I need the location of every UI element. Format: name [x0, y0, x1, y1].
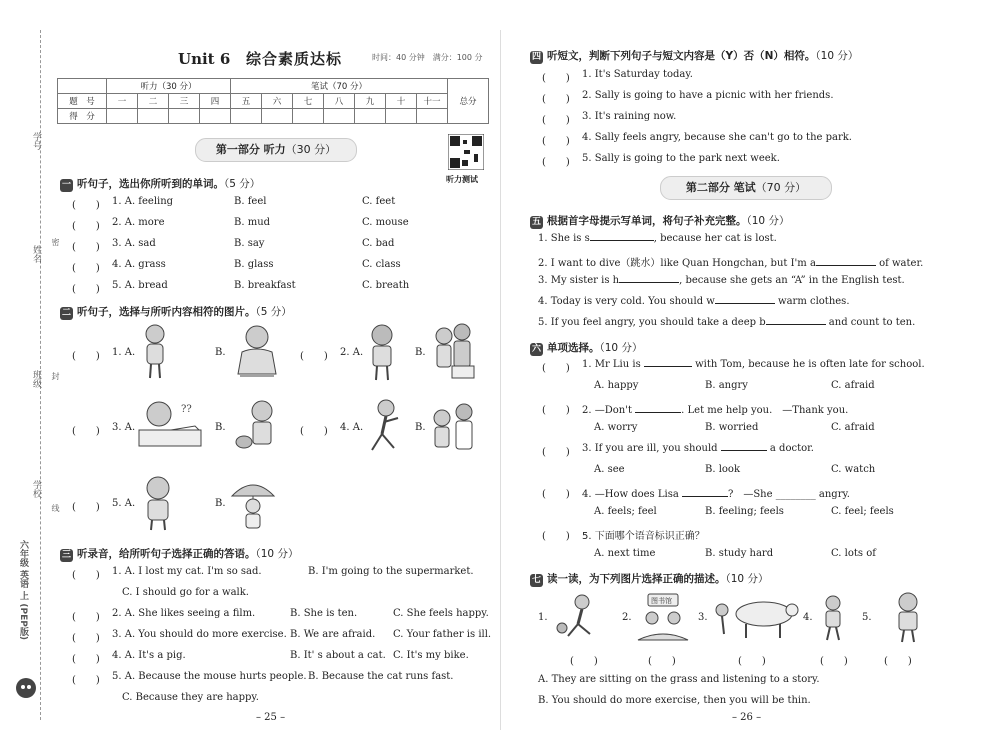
- question-start: 2. —Don't: [582, 405, 636, 416]
- answer-bracket[interactable]: ( ): [72, 426, 100, 437]
- question: [582, 401, 848, 416]
- option-a: 4. A. It's a pig.: [112, 650, 186, 661]
- score-col: 八: [324, 94, 355, 109]
- pic-option-b: B.: [215, 422, 226, 433]
- girl-picture[interactable]: [138, 322, 172, 380]
- section-4-header: [530, 48, 858, 64]
- option-a: 3. A. You should do more exercise.: [112, 629, 287, 640]
- sentence-start: 1. She is s: [538, 233, 590, 244]
- option-a: A. worry: [594, 422, 638, 433]
- score-cell[interactable]: [200, 109, 231, 124]
- crying-girl-picture[interactable]: [232, 322, 282, 382]
- section-score: （10 分）: [815, 50, 859, 62]
- family-picture[interactable]: [428, 322, 478, 382]
- score-col: 五: [231, 94, 262, 109]
- gutter-book-label: 六年级 英语 上 (PEP版): [18, 540, 28, 640]
- right-page: [500, 0, 1000, 754]
- answer-bracket[interactable]: ( ): [738, 656, 766, 667]
- question-start: 1. Mr Liu is: [582, 359, 644, 370]
- score-col: 九: [355, 94, 386, 109]
- sentence-end: of water.: [875, 258, 924, 269]
- statement: 4. Sally feels angry, because she can't go to the park.: [582, 132, 852, 143]
- answer-bracket[interactable]: ( ): [648, 656, 676, 667]
- option-c: C. watch: [831, 464, 876, 475]
- option-b: B. study hard: [705, 548, 774, 559]
- section-1-header: [60, 176, 260, 192]
- section-number: 一: [61, 180, 71, 190]
- statement: 1. It's Saturday today.: [582, 69, 693, 80]
- option-b: B. breakfast: [234, 280, 296, 291]
- section-number: 二: [61, 308, 71, 318]
- pic-option-a: 1. A.: [112, 347, 136, 358]
- section-2-header: [60, 304, 292, 320]
- part1-score: （30 分）: [285, 143, 337, 156]
- picture-number: 2.: [622, 612, 632, 623]
- gutter-label-id: 学号: [31, 132, 41, 150]
- girl-with-cat-picture[interactable]: [234, 398, 282, 456]
- fill-sentence: [538, 296, 850, 307]
- question: [582, 359, 925, 370]
- option-a: 5. A. Because the mouse hurts people.: [112, 671, 307, 682]
- option-b: B. angry: [705, 380, 748, 391]
- svg-text:??: ??: [181, 404, 192, 415]
- statement: 5. Sally is going to the park next week.: [582, 153, 780, 164]
- answer-bracket[interactable]: ( ): [884, 656, 912, 667]
- score-cell[interactable]: [231, 109, 262, 124]
- answer-bracket[interactable]: ( ): [72, 502, 100, 513]
- library-sign: 图书馆: [651, 597, 672, 605]
- angry-girl-picture[interactable]: [362, 322, 402, 382]
- score-listening-header: 听力（30 分）: [107, 79, 231, 94]
- option-c: C. afraid: [831, 422, 875, 433]
- score-cell[interactable]: [138, 109, 169, 124]
- gutter-label-name: 姓名: [31, 245, 41, 263]
- fill-sentence: [538, 275, 905, 286]
- section-title: 单项选择。: [547, 342, 600, 354]
- answer-bracket[interactable]: ( ): [542, 489, 570, 500]
- qr-label: 听力测试: [446, 175, 478, 184]
- score-col: 十一: [417, 94, 448, 109]
- sentence-end: and count to ten.: [825, 317, 916, 328]
- cow-picture[interactable]: [710, 594, 800, 642]
- score-cell[interactable]: [355, 109, 386, 124]
- pic-option-a: 5. A.: [112, 498, 136, 509]
- score-total-header: 总分: [448, 79, 489, 124]
- part1-banner: [195, 138, 357, 162]
- section-5-header: [530, 213, 789, 229]
- question: [582, 485, 850, 500]
- pic-option-b: B.: [215, 498, 226, 509]
- option-c: C. I should go for a walk.: [122, 587, 249, 598]
- sentence-start: 5. If you feel angry, you should take a deep b: [538, 317, 766, 328]
- statement: 2. Sally is going to have a picnic with her friends.: [582, 90, 834, 101]
- gutter-label-class: 班级: [31, 370, 41, 388]
- answer-blank[interactable]: [766, 324, 826, 325]
- option-c: C. It's my bike.: [393, 650, 469, 661]
- question-start: 3. If you are ill, you should: [582, 443, 721, 454]
- question-end: ? —She ________ angry.: [727, 489, 850, 500]
- score-cell[interactable]: [386, 109, 417, 124]
- picture-number: 4.: [803, 612, 813, 623]
- picture-number: 5.: [862, 612, 872, 623]
- option-a: 2. A. more: [112, 217, 165, 228]
- answer-bracket[interactable]: ( ): [72, 284, 100, 295]
- section-score: （10 分）: [725, 573, 769, 585]
- score-col: 四: [200, 94, 231, 109]
- fill-sentence: [538, 233, 777, 244]
- question-end: with Tom, because he is often late for school.: [691, 359, 925, 370]
- score-row-label: 得 分: [58, 109, 107, 124]
- option-c: C. bad: [362, 238, 395, 249]
- option-a: 3. A. sad: [112, 238, 156, 249]
- picture-number: 1.: [538, 612, 548, 623]
- running-boy-picture[interactable]: [364, 398, 404, 456]
- section-title: 听句子，选择与所听内容相符的图片。: [77, 306, 256, 318]
- answer-bracket[interactable]: ( ): [542, 157, 570, 168]
- unit-number: Unit 6: [178, 50, 231, 68]
- umbrella-girl-picture[interactable]: [228, 474, 278, 534]
- score-col: 三: [169, 94, 200, 109]
- unit-subtitle: 综合素质达标: [245, 50, 342, 68]
- answer-bracket[interactable]: ( ): [820, 656, 848, 667]
- option-c: C. feet: [362, 196, 396, 207]
- score-col: 六: [262, 94, 293, 109]
- option-b: B. glass: [234, 259, 274, 270]
- eating-boy-picture[interactable]: [890, 592, 926, 644]
- option-a: 2. A. She likes seeing a film.: [112, 608, 256, 619]
- option-b: B. We are afraid.: [290, 629, 376, 640]
- answer-bracket[interactable]: ( ): [72, 263, 100, 274]
- option-a: A. happy: [594, 380, 639, 391]
- answer-bracket[interactable]: ( ): [542, 405, 570, 416]
- sentence-start: 4. Today is very cold. You should w: [538, 296, 715, 307]
- test-meta: 时间：40 分钟 满分：100 分: [372, 53, 483, 62]
- pic-option-b: B.: [415, 422, 426, 433]
- pic-option-a: 4. A.: [340, 422, 364, 433]
- section-score: （5 分）: [255, 306, 292, 318]
- section-7-header: [530, 571, 768, 587]
- qr-code-icon[interactable]: [448, 134, 484, 170]
- option-c: C. breath: [362, 280, 410, 291]
- binding-gutter: [0, 0, 60, 754]
- answer-bracket[interactable]: ( ): [542, 94, 570, 105]
- pic-option-a: 2. A.: [340, 347, 364, 358]
- option-b: B. It' s about a cat.: [290, 650, 386, 661]
- score-col: 一: [107, 94, 138, 109]
- answer-bracket[interactable]: ( ): [72, 612, 100, 623]
- part2-banner: [660, 176, 832, 200]
- option-b: B. say: [234, 238, 265, 249]
- mascot-icon: [14, 676, 38, 700]
- score-cell[interactable]: [324, 109, 355, 124]
- page-number: – 26 –: [732, 712, 762, 723]
- option-c: C. class: [362, 259, 401, 270]
- score-cell[interactable]: [107, 109, 138, 124]
- section-number: 七: [531, 575, 541, 585]
- part1-title: 第一部分 听力: [215, 143, 286, 156]
- answer-bracket[interactable]: ( ): [72, 242, 100, 253]
- part2-title: 第二部分 笔试: [685, 181, 756, 194]
- option-b: B. She is ten.: [290, 608, 358, 619]
- answer-blank[interactable]: [619, 282, 679, 283]
- sentence-start: 2. I want to dive（跳水）like Quan Hongchan, but I'm a: [538, 258, 816, 269]
- answer-bracket[interactable]: ( ): [542, 363, 570, 374]
- option-b: B. worried: [705, 422, 759, 433]
- section-score: （10 分）: [746, 215, 790, 227]
- answer-bracket[interactable]: ( ): [542, 447, 570, 458]
- option-c: C. Because they are happy.: [122, 692, 259, 703]
- description-b: B. You should do more exercise, then you will be thin.: [538, 695, 811, 706]
- answer-blank: [644, 366, 692, 367]
- answer-bracket[interactable]: ( ): [542, 531, 570, 542]
- score-cell[interactable]: [262, 109, 293, 124]
- option-c: C. feel; feels: [831, 506, 894, 517]
- option-a: 5. A. bread: [112, 280, 168, 291]
- answer-bracket[interactable]: ( ): [72, 200, 100, 211]
- option-b: B. Because the cat runs fast.: [308, 671, 454, 682]
- statement: 3. It's raining now.: [582, 111, 677, 122]
- cold-child-picture[interactable]: [138, 474, 178, 532]
- gutter-cut-mi: 密: [51, 238, 60, 246]
- answer-blank[interactable]: [816, 265, 876, 266]
- fill-sentence: [538, 254, 923, 269]
- score-col: 二: [138, 94, 169, 109]
- answer-bracket[interactable]: ( ): [300, 426, 328, 437]
- fill-sentence: [538, 317, 915, 328]
- section-title: 听短文，判断下列句子与短文内容是（Y）否（N）相符。: [547, 50, 816, 62]
- question-end: a doctor.: [766, 443, 814, 454]
- option-a: 4. A. grass: [112, 259, 166, 270]
- sentence-end: warm clothes.: [774, 296, 850, 307]
- part2-score: （70 分）: [755, 181, 807, 194]
- answer-bracket[interactable]: ( ): [542, 73, 570, 84]
- option-a: A. see: [594, 464, 625, 475]
- question: 5. 下面哪个语音标识正确？: [582, 531, 705, 542]
- section-number: 五: [531, 217, 541, 227]
- score-table: [57, 78, 489, 124]
- score-col: 十: [386, 94, 417, 109]
- option-a: A. next time: [594, 548, 656, 559]
- option-c: C. mouse: [362, 217, 409, 228]
- option-b: B. mud: [234, 217, 271, 228]
- section-number: 四: [531, 52, 541, 62]
- answer-bracket[interactable]: ( ): [72, 221, 100, 232]
- answer-blank[interactable]: [715, 303, 775, 304]
- doctor-visit-picture[interactable]: [428, 400, 478, 458]
- section-title: 读一读，为下列图片选择正确的描述。: [547, 573, 726, 585]
- sentence-end: , because her cat is lost.: [653, 233, 777, 244]
- option-c: C. Your father is ill.: [393, 629, 492, 640]
- section-score: （10 分）: [599, 342, 643, 354]
- answer-bracket[interactable]: ( ): [72, 633, 100, 644]
- score-row-label: 题 号: [58, 94, 107, 109]
- option-b: B. feeling; feels: [705, 506, 784, 517]
- option-a: 1. A. I lost my cat. I'm so sad.: [112, 566, 262, 577]
- answer-bracket[interactable]: ( ): [72, 570, 100, 581]
- section-title: 听录音，给所听句子选择正确的答语。: [77, 548, 256, 560]
- pic-option-b: B.: [415, 347, 426, 358]
- picture-number: 3.: [698, 612, 708, 623]
- option-a: 1. A. feeling: [112, 196, 174, 207]
- answer-blank: [721, 450, 767, 451]
- gutter-cut-xian: 线: [51, 504, 60, 512]
- section-number: 六: [531, 344, 541, 354]
- answer-blank: [682, 496, 728, 497]
- score-writing-header: 笔试（70 分）: [231, 79, 448, 94]
- option-b: B. look: [705, 464, 741, 475]
- option-b: B. I'm going to the supermarket.: [308, 566, 474, 577]
- answer-bracket[interactable]: ( ): [570, 656, 598, 667]
- section-score: （5 分）: [224, 178, 261, 190]
- running-to-school-picture[interactable]: [552, 592, 608, 640]
- section-title: 根据首字母提示写单词，将句子补充完整。: [547, 215, 747, 227]
- answer-bracket[interactable]: ( ): [542, 115, 570, 126]
- description-a: A. They are sitting on the grass and listening to a story.: [538, 674, 820, 685]
- answer-bracket[interactable]: ( ): [72, 654, 100, 665]
- score-cell[interactable]: [169, 109, 200, 124]
- unit-title: [178, 48, 342, 69]
- option-c: C. She feels happy.: [393, 608, 489, 619]
- option-b: B. feel: [234, 196, 267, 207]
- section-6-header: [530, 340, 642, 356]
- section-score: （10 分）: [255, 548, 299, 560]
- answer-bracket[interactable]: ( ): [72, 675, 100, 686]
- library-picture[interactable]: [634, 592, 692, 644]
- question-end: . Let me help you. —Thank you.: [681, 405, 849, 416]
- answer-bracket[interactable]: ( ): [300, 351, 328, 362]
- sentence-start: 3. My sister is h: [538, 275, 620, 286]
- page-number: – 25 –: [256, 712, 286, 723]
- gutter-cut-feng: 封: [51, 372, 60, 380]
- section-title: 听句子，选出你所听到的单词。: [77, 178, 224, 190]
- option-c: C. afraid: [831, 380, 875, 391]
- option-a: A. feels; feel: [594, 506, 657, 517]
- option-c: C. lots of: [831, 548, 876, 559]
- answer-bracket[interactable]: ( ): [542, 136, 570, 147]
- boy-walking-picture[interactable]: [815, 594, 851, 642]
- studying-boy-picture[interactable]: [135, 396, 207, 452]
- answer-blank[interactable]: [590, 240, 654, 241]
- score-cell[interactable]: [417, 109, 448, 124]
- score-col: 七: [293, 94, 324, 109]
- section-number: 三: [61, 550, 71, 560]
- score-cell[interactable]: [293, 109, 324, 124]
- section-3-header: [60, 546, 298, 562]
- answer-bracket[interactable]: ( ): [72, 351, 100, 362]
- gutter-label-school: 学校: [31, 480, 41, 498]
- question: [582, 443, 814, 454]
- pic-option-b: B.: [215, 347, 226, 358]
- question-start: 4. —How does Lisa: [582, 489, 682, 500]
- sentence-end: , because she gets an “A” in the English test.: [679, 275, 905, 286]
- pic-option-a: 3. A.: [112, 422, 136, 433]
- answer-blank: [635, 412, 681, 413]
